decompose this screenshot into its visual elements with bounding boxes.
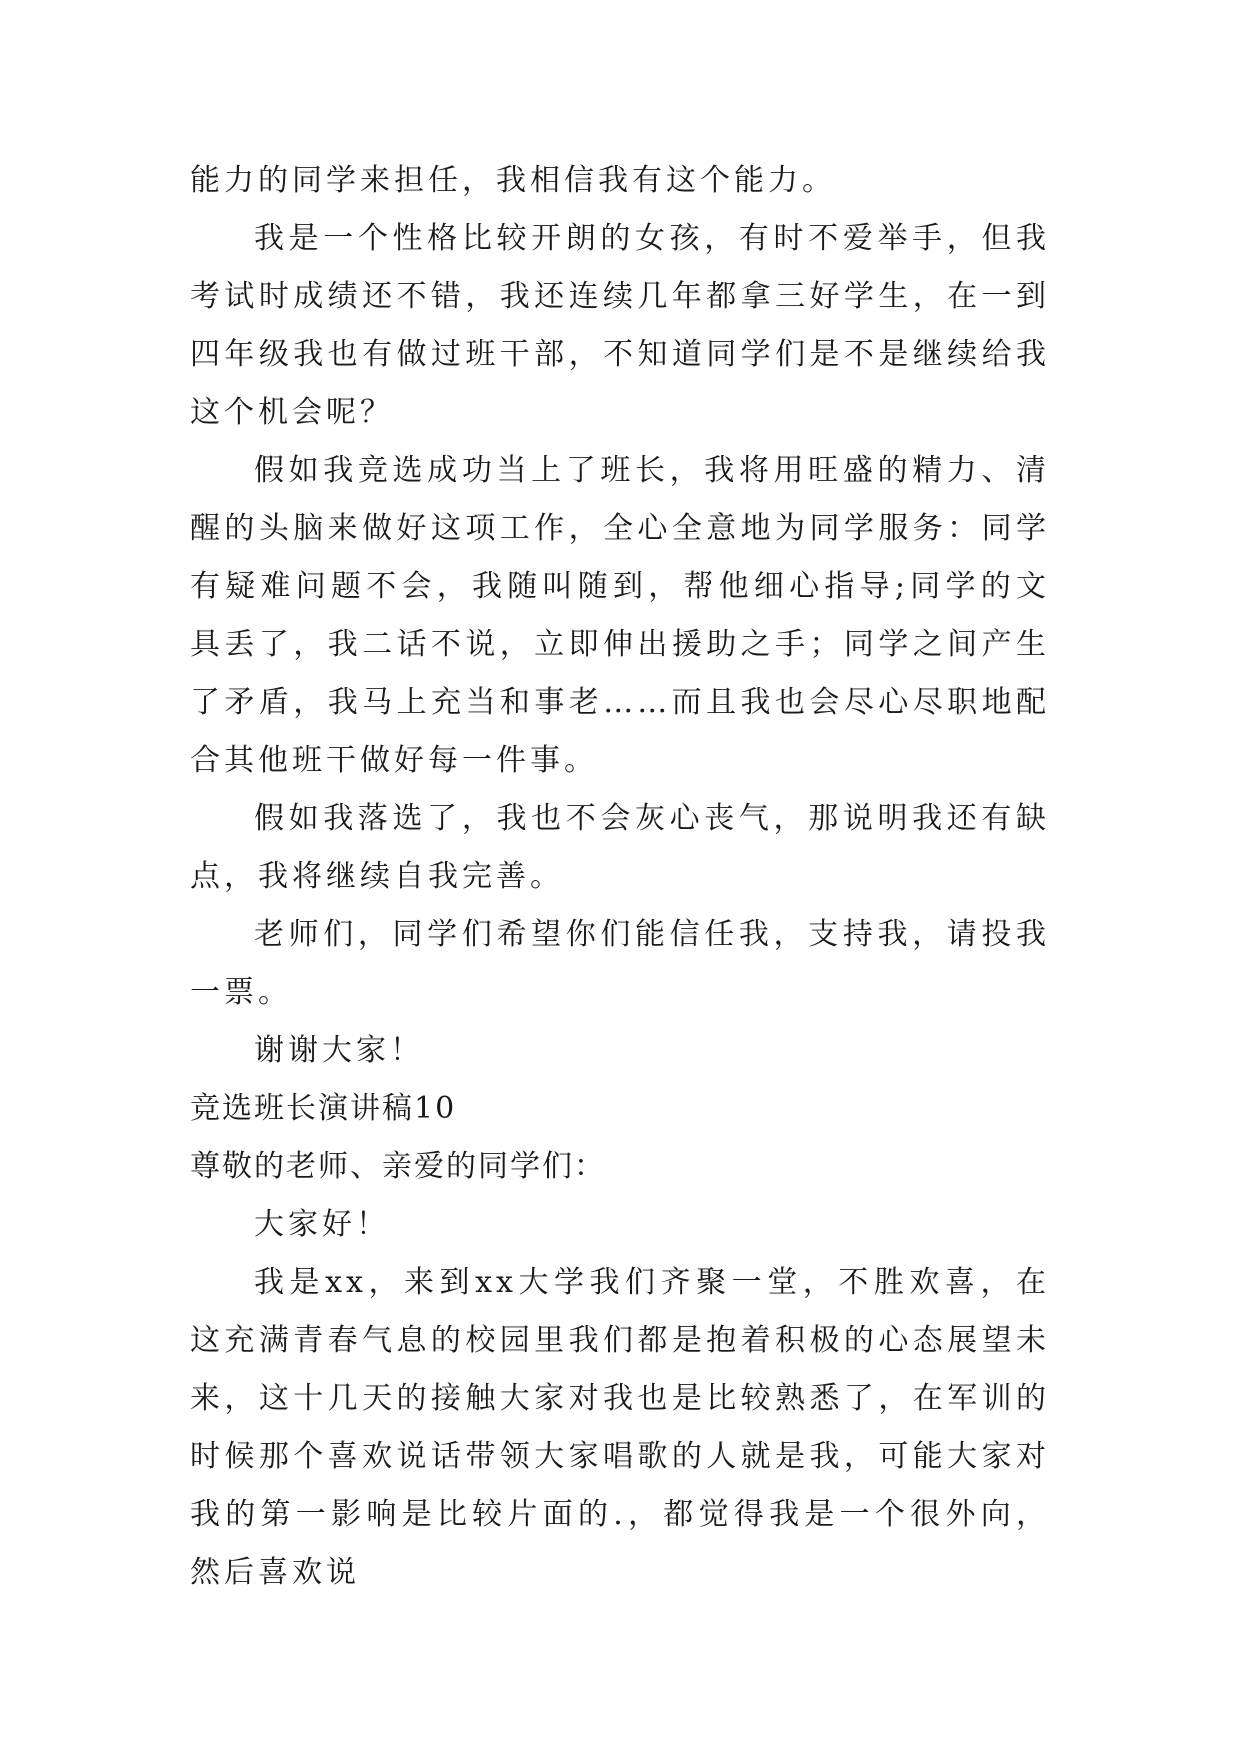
section-heading: 竞选班长演讲稿10 — [190, 1091, 457, 1126]
paragraph-greeting: 大家好！ — [254, 1207, 390, 1242]
paragraph-thanks: 谢谢大家！ — [254, 1033, 424, 1068]
paragraph-appeal: 老师们，同学们希望你们能信任我，支持我，请投我一票。 — [190, 917, 1050, 1010]
paragraph-if-not-elected: 假如我落选了，我也不会灰心丧气，那说明我还有缺点，我将继续自我完善。 — [190, 801, 1050, 894]
paragraph-introduction: 我是xx，来到xx大学我们齐聚一堂，不胜欢喜，在这充满青春气息的校园里我们都是抱着积极的心态展望未来，这十几天的接触大家对我也是比较熟悉了，在军训的时候那个喜欢说话带领大家唱歌的人就是我，可能大家对我的第一影响是比较片面的.，都觉得我是一个很外向，然后喜欢说 — [190, 1265, 1050, 1590]
paragraph-if-elected: 假如我竞选成功当上了班长，我将用旺盛的精力、清醒的头脑来做好这项工作，全心全意地为同学服务：同学有疑难问题不会，我随叫随到，帮他细心指导;同学的文具丢了，我二话不说，立即伸出援助之手；同学之间产生了矛盾，我马上充当和事老……而且我也会尽心尽职地配合其他班干做好每一件事。 — [190, 453, 1050, 778]
salutation: 尊敬的老师、亲爱的同学们： — [190, 1149, 606, 1184]
paragraph-self-introduction: 我是一个性格比较开朗的女孩，有时不爱举手，但我考试时成绩还不错，我还连续几年都拿三好学生，在一到四年级我也有做过班干部，不知道同学们是不是继续给我这个机会呢？ — [190, 221, 1050, 430]
paragraph-continuation: 能力的同学来担任，我相信我有这个能力。 — [190, 163, 836, 198]
document-body — [190, 152, 1050, 1602]
